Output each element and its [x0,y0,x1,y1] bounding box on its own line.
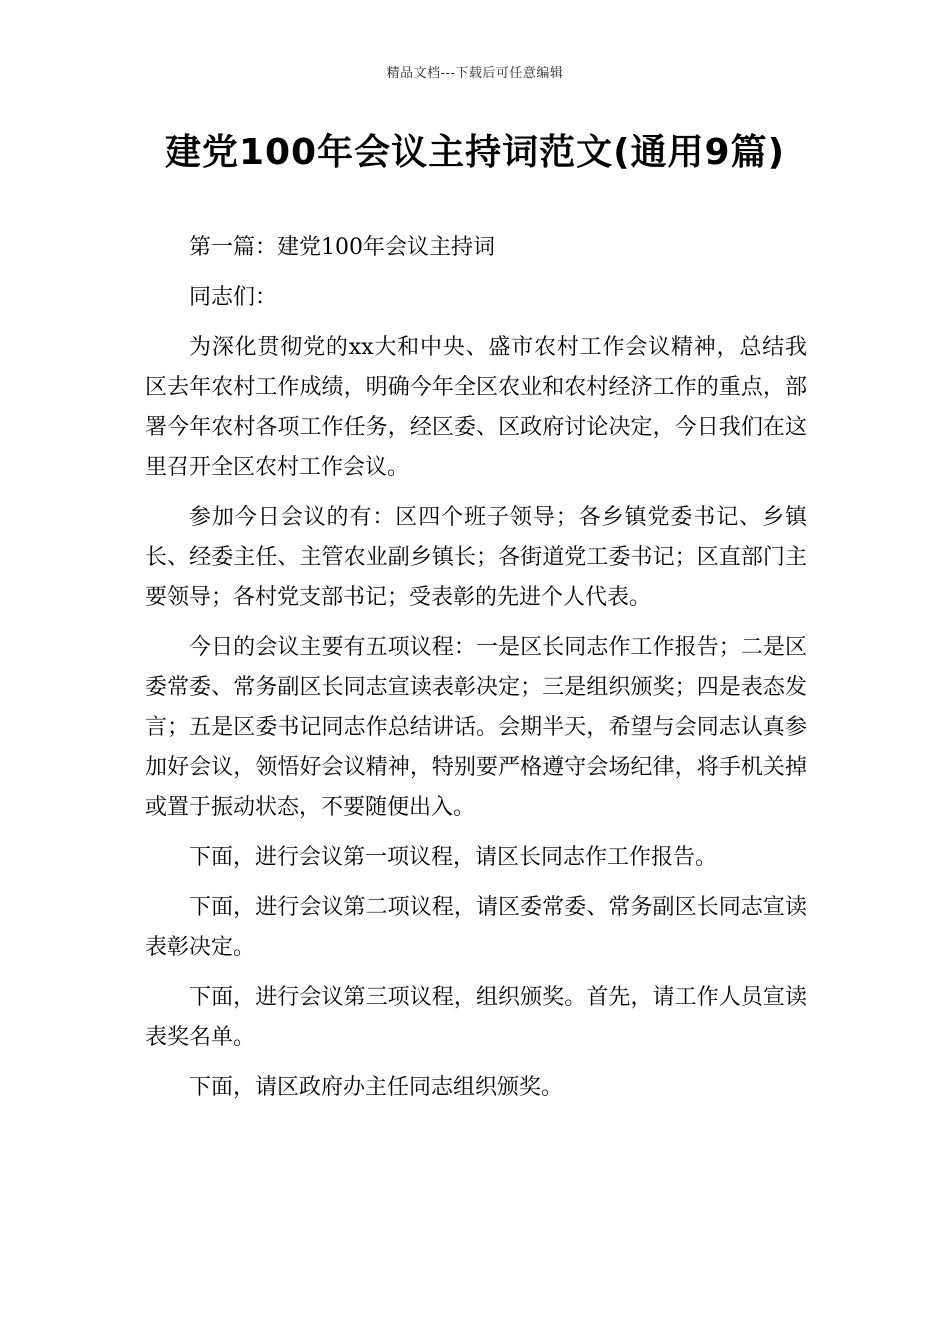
document-body [145,228,807,1118]
paragraph-purpose: 为深化贯彻党的xx大和中央、盛市农村工作会议精神，总结我区去年农村工作成绩，明确今年全区农业和农村经济工作的重点，部署今年农村各项工作任务，经区委、区政府讨论决定，今日我们在这里召开全区农村工作会议。 [145,335,807,480]
page-header: 精品文档---下载后可任意编辑 [386,66,564,81]
paragraph-section-heading: 第一篇：建党100年会议主持词 [189,235,495,260]
paragraph-agenda: 今日的会议主要有五项议程：一是区长同志作工作报告；二是区委常委、常务副区长同志宣读表彰决定；三是组织颁奖；四是表态发言；五是区委书记同志作总结讲话。会期半天，希望与会同志认真参加好会议，领悟好会议精神，特别要严格遵守会场纪律，将手机关掉或置于振动状态，不要随便出入。 [145,635,807,820]
paragraph-attendees: 参加今日会议的有：区四个班子领导；各乡镇党委书记、乡镇长、经委主任、主管农业副乡镇长；各街道党工委书记；区直部门主要领导；各村党支部书记；受表彰的先进个人代表。 [145,505,807,610]
paragraph-item-one: 下面，进行会议第一项议程，请区长同志作工作报告。 [189,845,718,870]
paragraph-salutation: 同志们： [189,285,278,310]
paragraph-item-two: 下面，进行会议第二项议程，请区委常委、常务副区长同志宣读表彰决定。 [145,895,807,960]
document-title: 建党100年会议主持词范文(通用9篇) [164,132,786,173]
paragraph-award-presentation: 下面，请区政府办主任同志组织颁奖。 [189,1075,564,1100]
paragraph-item-three: 下面，进行会议第三项议程，组织颁奖。首先，请工作人员宣读表奖名单。 [145,985,807,1050]
